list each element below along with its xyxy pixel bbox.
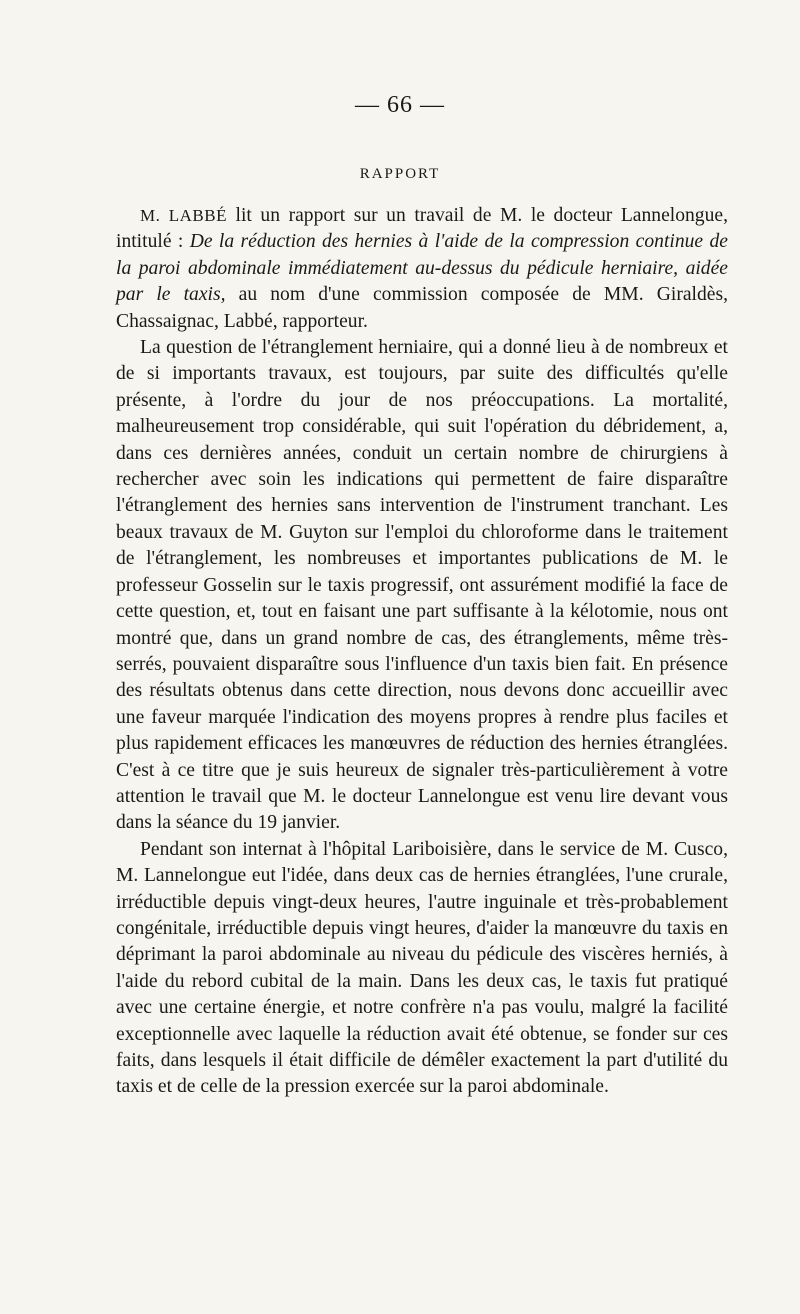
- paragraph-1-intro: lit un rapport sur un travail de M. le docteur Lannelongue, intitulé :: [116, 205, 728, 253]
- paragraph-1: [116, 203, 728, 335]
- speaker-name: M. LABBÉ: [140, 206, 227, 225]
- section-heading: RAPPORT: [359, 166, 441, 182]
- work-title: De la réduction des hernies à l'aide de la compression continue de la paroi abdominale immédiatement au-dessus du pédicule herniaire, aidée par le taxis,: [116, 231, 728, 306]
- paragraph-1-rest: au nom d'une commission composée de MM. Giraldès, Chassaignac, Labbé, rapporteur.: [116, 284, 729, 332]
- page-number: — 66 —: [355, 92, 445, 118]
- paragraph-3: Pendant son internat à l'hôpital Lariboisière, dans le service de M. Cusco, M. Lannelongue eut l'idée, dans deux cas de hernies étranglées, l'une crurale, irréductible depuis vingt-deux heures, l'autre inguinale et très-probablement congénitale, irréductible depuis vingt heures, d'aider la manœuvre du taxis en déprimant la paroi abdominale au niveau du pédicule des viscères herniés, à l'aide du rebord cubital de la main. Dans les deux cas, le taxis fut pratiqué avec une certaine énergie, et notre confrère n'a pas voulu, malgré la facilité exceptionnelle avec laquelle la réduction avait été obtenue, se fonder sur ces faits, dans lesquels il était difficile de démêler exactement la part d'utilité du taxis et de celle de la pression exercée sur la paroi abdominale.: [116, 838, 728, 1098]
- body-text: [116, 203, 728, 1101]
- paragraph-2: La question de l'étranglement herniaire, qui a donné lieu à de nombreux et de si importants travaux, est toujours, par suite des difficultés qu'elle présente, à l'ordre du jour de nos préoccupations. La mortalité, malheureusement trop considérable, qui suit l'opération du débridement, a, dans ces dernières années, conduit un certain nombre de chirurgiens à rechercher avec soin les indications qui permettent de faire disparaître l'étranglement des hernies sans intervention de l'instrument tranchant. Les beaux travaux de M. Guyton sur l'emploi du chloroforme dans le traitement de l'étranglement, les nombreuses et importantes publications de M. le professeur Gosselin sur le taxis progressif, ont assurément modifié la face de cette question, et, tout en faisant une part suffisante à la kélotomie, nous ont montré que, dans un grand nombre de cas, des étranglements, même très-serrés, pouvaient disparaître sous l'influence d'un taxis bien fait. En présence des résultats obtenus dans cette direction, nous devons donc accueillir avec une faveur marquée l'indication des moyens propres à rendre plus faciles et plus rapidement efficaces les manœuvres de réduction des hernies étranglées. C'est à ce titre que je suis heureux de signaler très-particulièrement à votre attention le travail que M. le docteur Lannelongue est venu lire devant vous dans la séance du 19 janvier.: [116, 337, 728, 834]
